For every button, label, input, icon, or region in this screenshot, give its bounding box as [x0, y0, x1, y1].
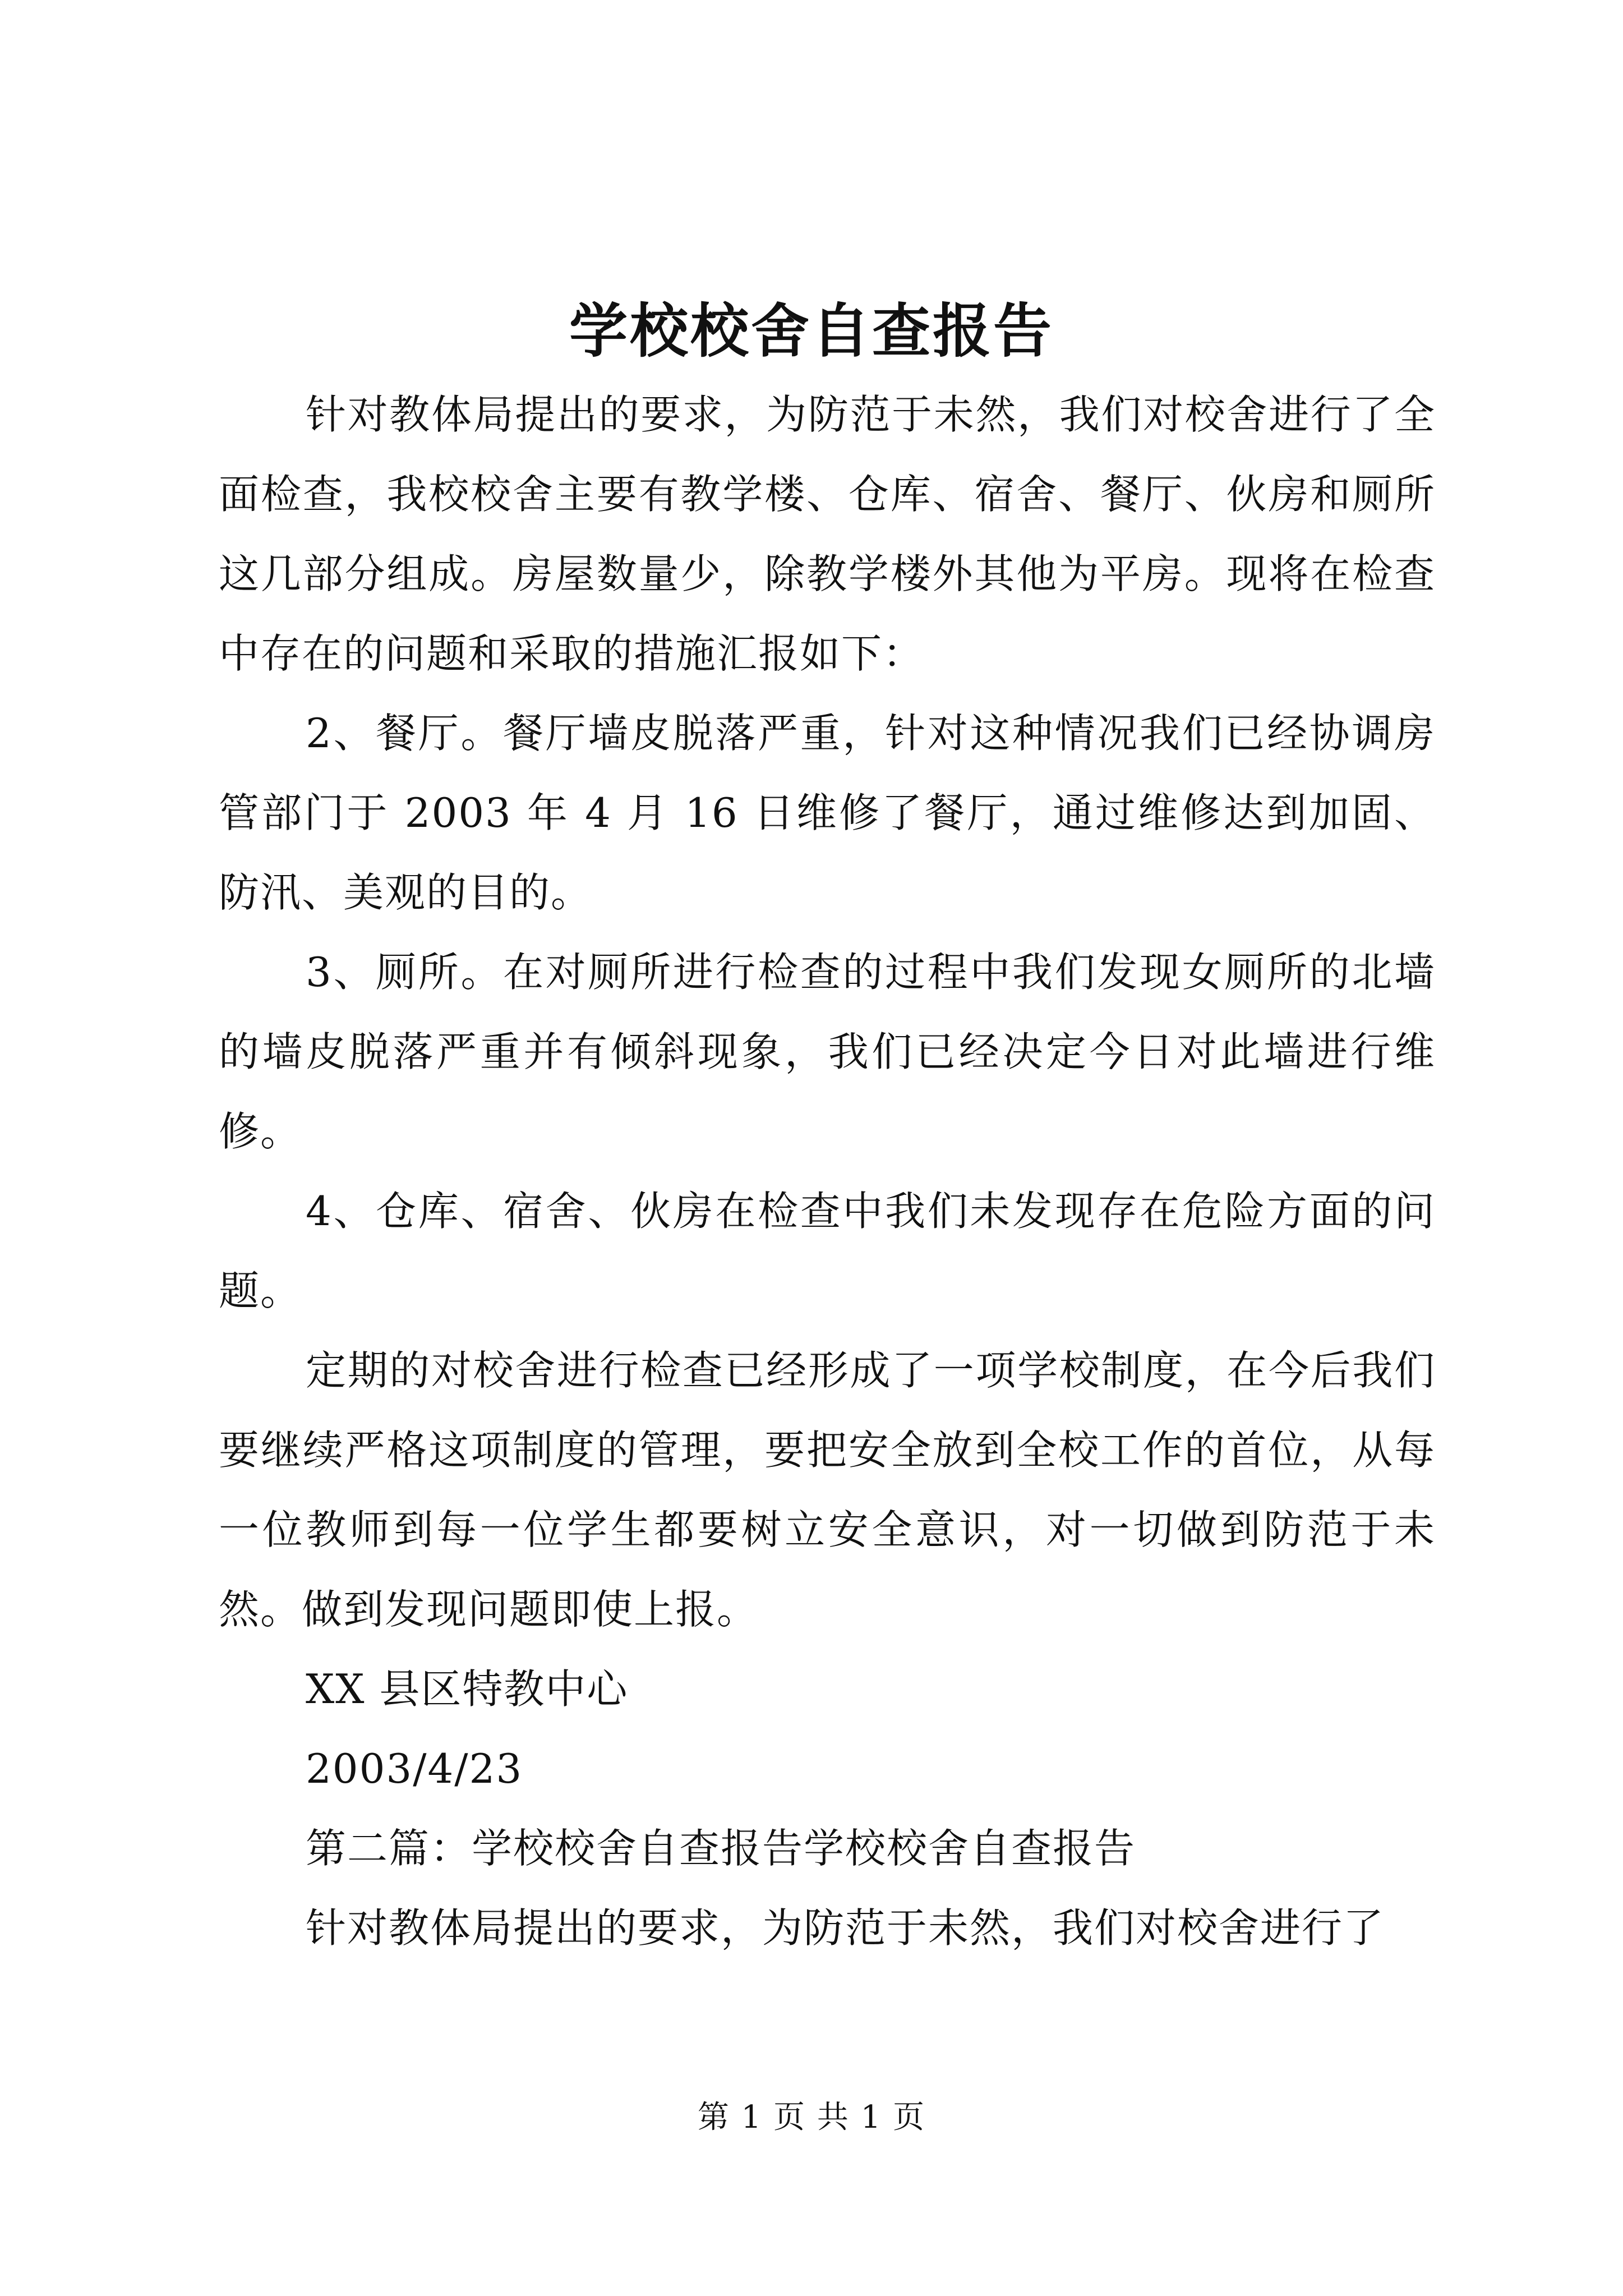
page-footer: 第 1 页 共 1 页 — [697, 2099, 926, 2136]
signature-date: 2003/4/23 — [306, 1745, 523, 1792]
paragraph-conclusion: 定期的对校舍进行检查已经形成了一项学校制度，在今后我们要继续严格这项制度的管理，要把安全放到全校工作的首位，从每一位教师到每一位学生都要树立安全意识，对一切做到防范于未然。做到发现问题即使上报。 — [219, 1347, 1436, 1633]
paragraph-item-2: 2、餐厅。餐厅墙皮脱落严重，针对这种情况我们已经协调房管部门于 2003 年 4 月 16 日维修了餐厅，通过维修达到加固、防汛、美观的目的。 — [219, 710, 1436, 916]
paragraph-item-4: 4、仓库、宿舍、伙房在检查中我们未发现存在危险方面的问题。 — [219, 1188, 1436, 1314]
document-title: 学校校舍自查报告 — [569, 296, 1054, 365]
paragraph-intro: 针对教体局提出的要求，为防范于未然，我们对校舍进行了全面检查，我校校舍主要有教学楼、仓库、宿舍、餐厅、伙房和厕所这几部分组成。房屋数量少，除教学楼外其他为平房。现将在检查中存在的问题和采取的措施汇报如下： — [219, 391, 1436, 677]
second-article-first-line: 针对教体局提出的要求，为防范于未然，我们对校舍进行了 — [306, 1904, 1385, 1952]
paragraph-item-3: 3、厕所。在对厕所进行检查的过程中我们发现女厕所的北墙的墙皮脱落严重并有倾斜现象，我们已经决定今日对此墙进行维修。 — [219, 949, 1436, 1155]
second-article-title: 第二篇：学校校舍自查报告学校校舍自查报告 — [306, 1825, 1136, 1872]
document-body — [219, 375, 1436, 1968]
signature-organization: XX 县区特教中心 — [306, 1665, 629, 1713]
